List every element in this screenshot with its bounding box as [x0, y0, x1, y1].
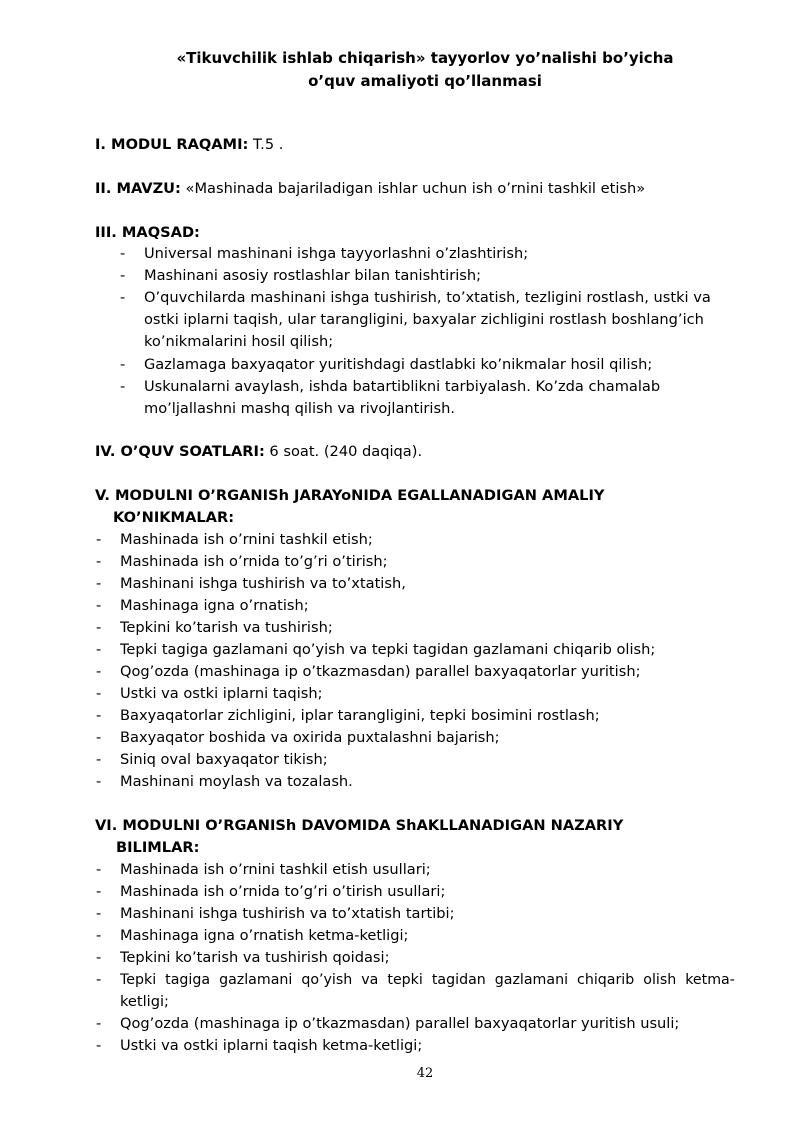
skill-item: Baxyaqator boshida va oxirida puxtalashni bajarish;: [120, 729, 500, 746]
section-skills-heading: V. MODULNI O’RGANISh JARAYoNIDA EGALLANADIGAN AMALIY: [95, 487, 605, 504]
page-number: 42: [416, 1066, 434, 1081]
list-dash: -: [96, 575, 102, 592]
list-dash: -: [96, 971, 102, 988]
knowledge-item: Qog’ozda (mashinaga ip o’tkazmasdan) parallel baxyaqatorlar yuritish usuli;: [120, 1015, 680, 1032]
list-dash: -: [96, 641, 102, 658]
list-dash: -: [96, 1015, 102, 1032]
list-dash: -: [96, 949, 102, 966]
skill-item: Mashinada ish o’rnini tashkil etish;: [120, 531, 373, 548]
list-dash: -: [120, 245, 126, 262]
section-skills-heading-continued: KO’NIKMALAR:: [113, 509, 235, 526]
goal-item: Universal mashinani ishga tayyorlashni o’zlashtirish;: [144, 245, 529, 262]
section-goal-heading: III. MAQSAD:: [95, 224, 200, 241]
title-line-1: «Tikuvchilik ishlab chiqarish» tayyorlov yo’nalishi bo’yicha: [176, 49, 674, 67]
list-dash: -: [96, 707, 102, 724]
skill-item: Tepkini ko’tarish va tushirish;: [120, 619, 333, 636]
list-dash: -: [96, 751, 102, 768]
section-label: II. MAVZU:: [95, 180, 181, 197]
knowledge-item: Tepki tagiga gazlamani qo’yish va tepki tagidan gazlamani chiqarib olish ketma-: [120, 972, 735, 988]
section-value: 6 soat. (240 daqiqa).: [264, 443, 423, 460]
section-knowledge-heading: VI. MODULNI O’RGANISh DAVOMIDA ShAKLLANADIGAN NAZARIY: [95, 817, 624, 834]
goal-item: Mashinani asosiy rostlashlar bilan tanishtirish;: [144, 267, 482, 284]
list-dash: -: [120, 356, 126, 373]
list-dash: -: [96, 1037, 102, 1054]
skill-item: Ustki va ostki iplarni taqish;: [120, 685, 323, 702]
list-dash: -: [96, 553, 102, 570]
goal-item: Uskunalarni avaylash, ishda batartiblikni tarbiyalash. Ko’zda chamalab: [144, 378, 661, 395]
goal-item: O’quvchilarda mashinani ishga tushirish, to’xtatish, tezligini rostlash, ustki va: [144, 289, 711, 306]
skill-item: Mashinaga igna o’rnatish;: [120, 597, 309, 614]
list-dash: -: [96, 663, 102, 680]
section-module-number: [95, 134, 283, 156]
section-label: IV. O’QUV SOATLARI:: [95, 443, 265, 460]
skill-item: Siniq oval baxyaqator tikish;: [120, 751, 328, 768]
skill-item: Mashinada ish o’rnida to’g’ri o’tirish;: [120, 553, 388, 570]
document-title: [50, 47, 800, 93]
list-dash: -: [96, 597, 102, 614]
list-dash: -: [96, 905, 102, 922]
skill-item: Mashinani ishga tushirish va to’xtatish,: [120, 575, 406, 592]
goal-item: Gazlamaga baxyaqator yuritishdagi dastlabki ko’nikmalar hosil qilish;: [144, 356, 653, 373]
list-dash: -: [96, 685, 102, 702]
skill-item: Baxyaqatorlar zichligini, iplar tarangligini, tepki bosimini rostlash;: [120, 707, 600, 724]
section-value: T.5 .: [248, 136, 284, 153]
list-dash: -: [96, 773, 102, 790]
knowledge-item: Ustki va ostki iplarni taqish ketma-ketligi;: [120, 1037, 423, 1054]
list-dash: -: [120, 378, 126, 395]
skill-item: Mashinani moylash va tozalash.: [120, 773, 353, 790]
list-dash: -: [96, 861, 102, 878]
skill-item: Qog’ozda (mashinaga ip o’tkazmasdan) parallel baxyaqatorlar yuritish;: [120, 663, 641, 680]
knowledge-item: Mashinani ishga tushirish va to’xtatish tartibi;: [120, 905, 455, 922]
section-label: I. MODUL RAQAMI:: [95, 136, 249, 153]
list-dash: -: [120, 289, 126, 306]
knowledge-item: Tepkini ko’tarish va tushirish qoidasi;: [120, 949, 390, 966]
list-dash: -: [120, 267, 126, 284]
knowledge-item: Mashinada ish o’rnida to’g’ri o’tirish usullari;: [120, 883, 446, 900]
list-dash: -: [96, 729, 102, 746]
title-line-2: o’quv amaliyoti qo’llanmasi: [308, 72, 542, 90]
knowledge-item-continued: ketligi;: [120, 993, 169, 1010]
goal-item-continued: ko’nikmalarini hosil qilish;: [144, 333, 334, 350]
list-dash: -: [96, 883, 102, 900]
knowledge-item: Mashinaga igna o’rnatish ketma-ketligi;: [120, 927, 409, 944]
goal-item-continued: ostki iplarni taqish, ular tarangligini, baxyalar zichligini rostlash boshlang’ich: [144, 311, 704, 328]
list-dash: -: [96, 619, 102, 636]
section-study-hours: [95, 441, 422, 463]
section-topic: [95, 178, 645, 200]
knowledge-item: Mashinada ish o’rnini tashkil etish usullari;: [120, 861, 431, 878]
list-dash: -: [96, 927, 102, 944]
section-value: «Mashinada bajariladigan ishlar uchun ish o’rnini tashkil etish»: [180, 180, 646, 197]
list-dash: -: [96, 531, 102, 548]
goal-item-continued: mo’ljallashni mashq qilish va rivojlantirish.: [144, 400, 455, 417]
skill-item: Tepki tagiga gazlamani qo’yish va tepki tagidan gazlamani chiqarib olish;: [120, 641, 656, 658]
section-knowledge-heading-continued: BILIMLAR:: [116, 839, 200, 856]
